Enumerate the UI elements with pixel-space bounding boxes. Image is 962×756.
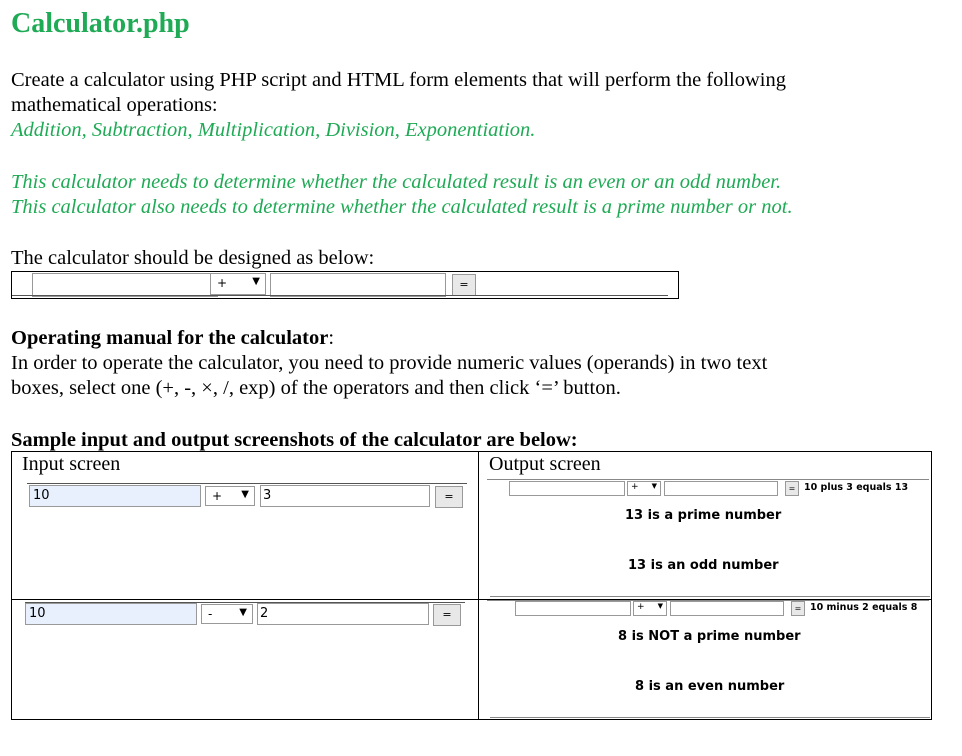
table-divider xyxy=(478,452,479,720)
equals-button[interactable]: = xyxy=(452,274,476,296)
input-screen-header: Input screen xyxy=(22,453,121,475)
requirement-line-2: This calculator also needs to determine whether the calculated result is a prime number or not. xyxy=(11,196,793,218)
operator-select[interactable] xyxy=(210,273,266,295)
row2-operand2-input[interactable] xyxy=(257,603,429,625)
row1-prime-result: 13 is a prime number xyxy=(625,508,782,523)
row1-operand2-value: 3 xyxy=(263,488,272,503)
page-title: Calculator.php xyxy=(11,8,190,39)
dropdown-arrow-icon: ▼ xyxy=(239,607,247,618)
row2-out-operand2[interactable] xyxy=(670,601,784,616)
row2-output-bottomline xyxy=(490,717,930,718)
row2-operand1-value: 10 xyxy=(29,606,46,621)
row2-out-operand1[interactable] xyxy=(515,601,631,616)
dropdown-arrow-icon: ▼ xyxy=(651,482,657,490)
row2-parity-result: 8 is an even number xyxy=(635,679,785,694)
row1-operator-value: + xyxy=(212,489,223,503)
design-heading: The calculator should be designed as below: xyxy=(11,247,375,269)
manual-line-1: In order to operate the calculator, you need to provide numeric values (operands) in two text xyxy=(11,352,768,374)
row1-input-topline xyxy=(27,483,467,484)
row2-operator-value: - xyxy=(208,607,213,621)
row-divider-left xyxy=(12,599,478,600)
sample-heading: Sample input and output screenshots of the calculator are below: xyxy=(11,429,578,451)
row1-out-equals-button[interactable]: = xyxy=(785,481,799,496)
row1-out-operand2[interactable] xyxy=(664,481,778,496)
row1-expression: 10 plus 3 equals 13 xyxy=(804,482,909,493)
manual-line-2: boxes, select one (+, -, ×, /, exp) of the operators and then click ‘=’ button. xyxy=(11,377,621,399)
row1-parity-result: 13 is an odd number xyxy=(628,558,779,573)
requirement-line-1: This calculator needs to determine whether the calculated result is an even or an odd number. xyxy=(11,171,782,193)
row1-operand1-value: 10 xyxy=(33,488,50,503)
row1-output-topline xyxy=(487,479,929,480)
operand2-input[interactable] xyxy=(270,273,446,297)
manual-heading xyxy=(11,326,334,351)
operations-list: Addition, Subtraction, Multiplication, Division, Exponentiation. xyxy=(11,119,536,141)
row2-out-equals-button[interactable]: = xyxy=(791,601,805,616)
manual-heading-colon: : xyxy=(328,327,335,349)
row1-out-operator[interactable] xyxy=(627,481,661,496)
sample-table xyxy=(11,451,932,720)
row1-out-operator-value: + xyxy=(631,482,639,492)
row2-equals-button[interactable]: = xyxy=(433,604,461,626)
row2-out-operator-value: + xyxy=(637,602,645,612)
row1-operator-select[interactable] xyxy=(205,486,255,506)
row2-operand1-input[interactable] xyxy=(25,603,197,625)
row2-operand2-value: 2 xyxy=(260,606,269,621)
design-calculator xyxy=(11,271,679,299)
intro-line-2: mathematical operations: xyxy=(11,94,218,116)
row1-operand1-input[interactable] xyxy=(29,485,201,507)
row1-output-bottomline xyxy=(490,596,930,597)
design-underline xyxy=(12,295,668,296)
dropdown-arrow-icon: ▼ xyxy=(252,276,260,287)
row2-operator-select[interactable] xyxy=(201,604,253,624)
dropdown-arrow-icon: ▼ xyxy=(241,489,249,500)
row1-out-operand1[interactable] xyxy=(509,481,625,496)
intro-line-1: Create a calculator using PHP script and HTML form elements that will perform the following xyxy=(11,69,787,91)
operator-value: + xyxy=(217,276,228,290)
row1-operand2-input[interactable] xyxy=(260,485,430,507)
operand1-input[interactable] xyxy=(32,273,218,297)
output-screen-header: Output screen xyxy=(489,453,601,475)
row1-equals-button[interactable]: = xyxy=(435,486,463,508)
manual-heading-text: Operating manual for the calculator xyxy=(11,327,329,349)
dropdown-arrow-icon: ▼ xyxy=(657,602,663,610)
row2-expression: 10 minus 2 equals 8 xyxy=(810,602,918,613)
row2-out-operator[interactable] xyxy=(633,601,667,616)
row2-prime-result: 8 is NOT a prime number xyxy=(618,629,801,644)
